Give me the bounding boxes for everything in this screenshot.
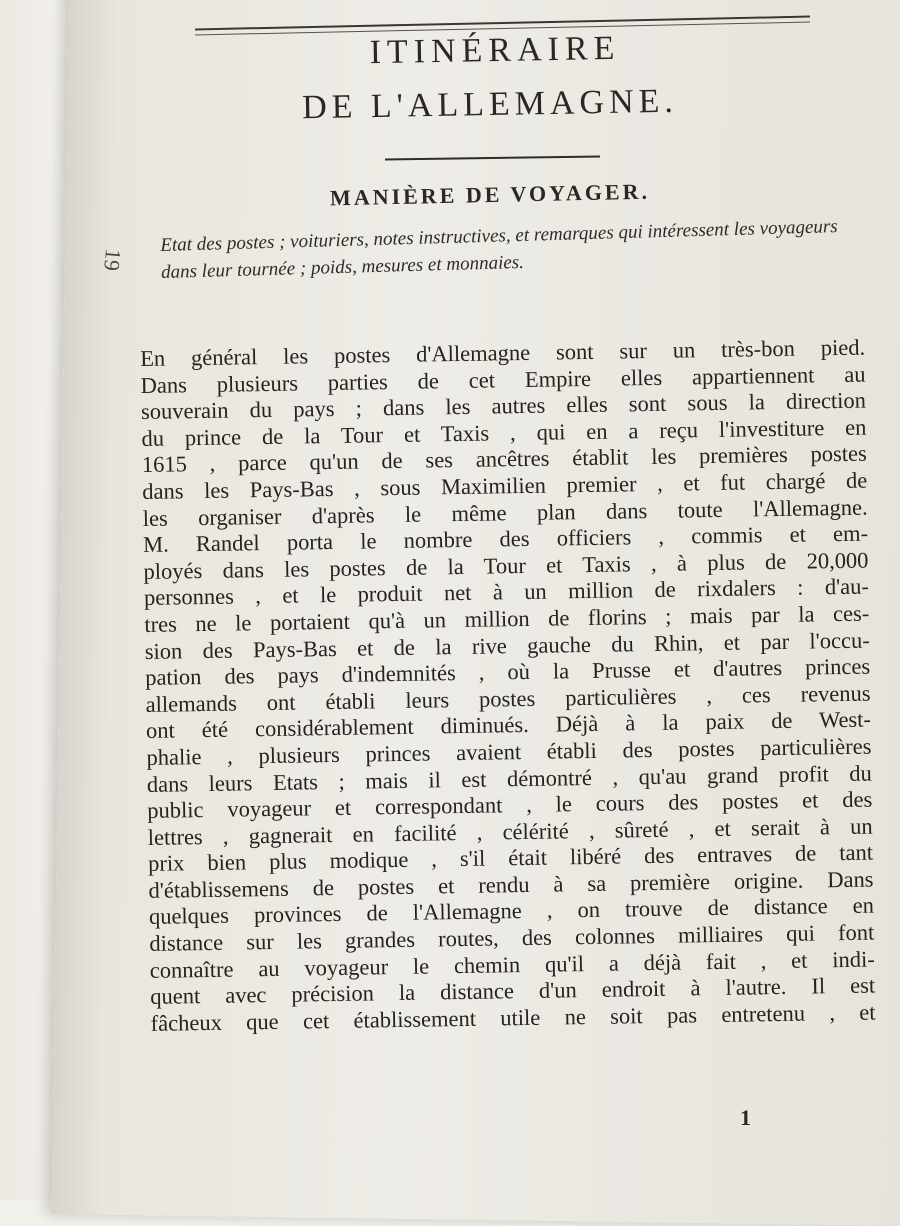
- text-line: connaître au voyageur le chemin qu'il a déjà fait , et indi-: [149, 946, 875, 983]
- text-line: fâcheux que cet établissement utile ne soit pas entretenu , et: [150, 999, 876, 1036]
- text-line: ployés dans les postes de la Tour et Taxis , à plus de 20,000: [143, 547, 869, 584]
- margin-note: 19: [99, 247, 126, 272]
- text-line: M. Randel porta le nombre des officiers , commis et em-: [142, 520, 869, 558]
- text-line: personnes , et le produit net à un million de rixdalers : d'au-: [143, 573, 870, 611]
- text-line: distance sur les grandes routes, des colonnes milliaires qui font: [149, 919, 875, 956]
- page-title-line1: ITINÉRAIRE: [369, 29, 621, 72]
- text-line: dans les Pays-Bas , sous Maximilien premier , et fut chargé de: [142, 467, 868, 504]
- text-line: d'établissemens de postes et rendu à sa première origine. Dans: [148, 866, 874, 903]
- text-line: allemands ont établi leurs postes particulières , ces revenus: [145, 680, 871, 717]
- text-line: dans leurs Etats ; mais il est démontré , qu'au grand profit du: [146, 760, 872, 797]
- text-line: du prince de la Tour et Taxis , qui en a reçu l'investiture en: [141, 414, 867, 451]
- text-line: Dans plusieurs parties de cet Empire elles appartiennent au: [140, 361, 866, 398]
- text-line: quelques provinces de l'Allemagne , on trouve de distance en: [148, 893, 875, 930]
- chapter-summary: Etat des postes ; voituriers, notes instructives, et remarques qui intéressent les voyageurs dans leur tournée ; poids, mesures et monnaies.: [160, 216, 838, 283]
- text-line: pation des pays d'indemnités , où la Prusse et d'autres princes: [145, 653, 871, 691]
- section-title: MANIÈRE DE VOYAGER.: [329, 178, 651, 211]
- text-line: tres ne le portaient qu'à un million de florins ; mais par la ces-: [144, 600, 870, 637]
- text-line: quent avec précision la distance d'un endroit à l'autre. Il est: [150, 972, 876, 1010]
- text-line: les organiser d'après le même plan dans toute l'Allemagne.: [142, 494, 868, 531]
- text-line: ont été considérablement diminués. Déjà à la paix de West-: [145, 706, 872, 744]
- text-line: prix bien plus modique , s'il était libéré des entraves de tant: [147, 839, 874, 877]
- text-line: phalie , plusieurs princes avaient établi des postes particulières: [146, 733, 872, 770]
- text-line: 1615 , parce qu'un de ses ancêtres établit les premières postes: [141, 440, 867, 478]
- text-line: souverain du pays ; dans les autres elles sont sous la direction: [140, 387, 867, 425]
- text-line: En général les postes d'Allemagne sont sur un très-bon pied.: [140, 334, 866, 371]
- text-line: lettres , gagnerait en facilité , célérité , sûreté , et serait à un: [147, 813, 873, 850]
- text-line: public voyageur et correspondant , le cours des postes et des: [147, 786, 873, 824]
- page-title-line2: DE L'ALLEMAGNE.: [301, 82, 679, 127]
- body-text: [140, 335, 876, 1038]
- text-line: sion des Pays-Bas et de la rive gauche du Rhin, et par l'occu-: [144, 627, 870, 664]
- signature-mark: 1: [740, 1105, 751, 1130]
